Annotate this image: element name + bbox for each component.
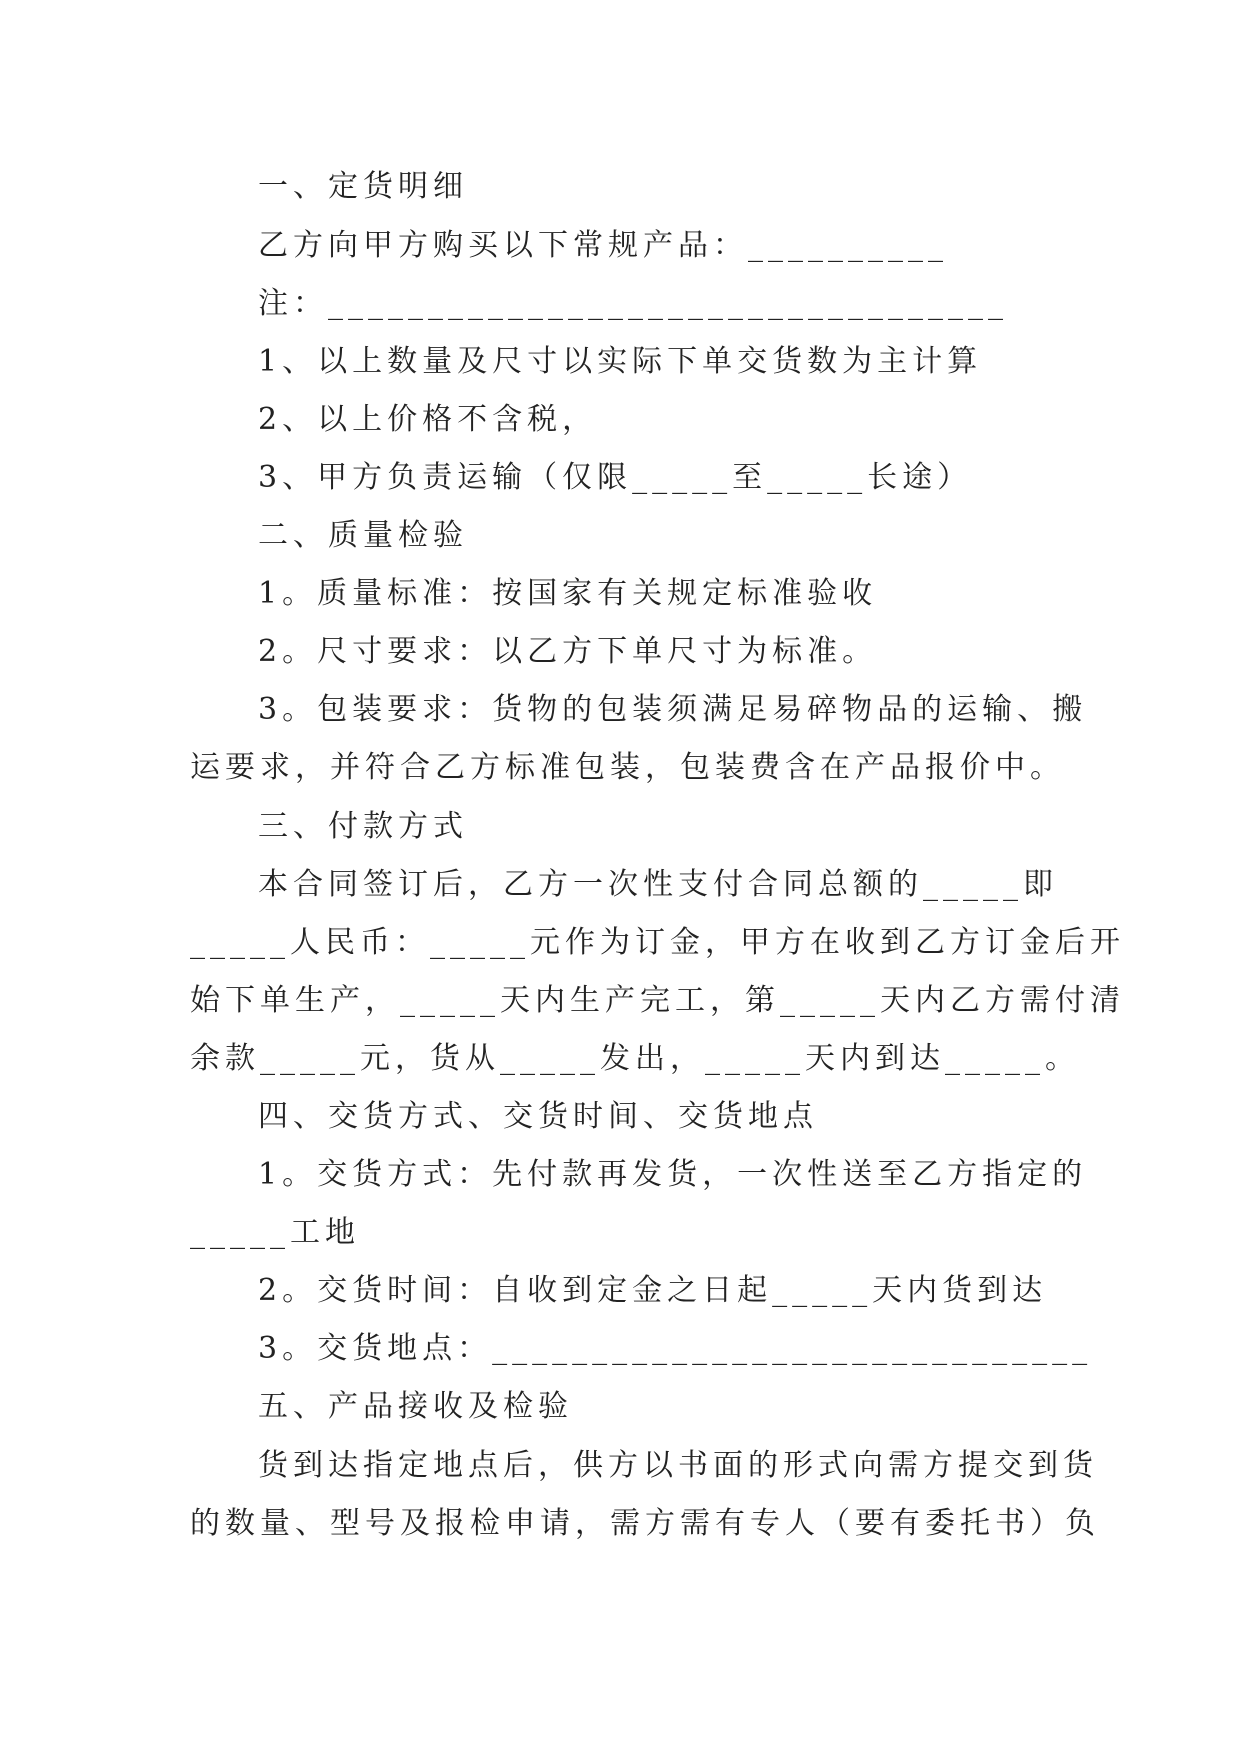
list-item-packaging: 3。包装要求：货物的包装须满足易碎物品的运输、搬 xyxy=(258,692,1088,727)
list-item-quantity: 1、以上数量及尺寸以实际下单交货数为主计算 xyxy=(258,344,983,379)
paragraph-receipt-cont: 的数量、型号及报检申请，需方需有专人（要有委托书）负 xyxy=(190,1506,1100,1541)
list-item-delivery-method: 1。交货方式：先付款再发货，一次性送至乙方指定的 xyxy=(258,1157,1088,1192)
section-heading-quality: 二、质量检验 xyxy=(258,518,468,553)
paragraph-payment-cont-2: 始下单生产，_____天内生产完工，第_____天内乙方需付清 xyxy=(190,983,1125,1018)
list-item-delivery-place: 3。交货地点：______________________________ xyxy=(258,1331,1093,1366)
list-item-quality-standard: 1。质量标准：按国家有关规定标准验收 xyxy=(258,576,878,611)
list-item-delivery-time: 2。交货时间：自收到定金之日起_____天内货到达 xyxy=(258,1273,1048,1308)
paragraph-note: 注：__________________________________ xyxy=(258,286,1008,321)
section-heading-delivery: 四、交货方式、交货时间、交货地点 xyxy=(258,1099,818,1134)
paragraph-products: 乙方向甲方购买以下常规产品：__________ xyxy=(258,228,948,263)
list-item-transport: 3、甲方负责运输（仅限_____至_____长途） xyxy=(258,460,973,495)
paragraph-payment-cont-1: _____人民币：_____元作为订金，甲方在收到乙方订金后开 xyxy=(190,925,1125,960)
paragraph-payment: 本合同签订后，乙方一次性支付合同总额的_____即 xyxy=(258,867,1058,902)
list-item-price: 2、以上价格不含税， xyxy=(258,402,598,437)
section-heading-receipt: 五、产品接收及检验 xyxy=(258,1389,573,1424)
list-item-packaging-cont: 运要求，并符合乙方标准包装，包装费含在产品报价中。 xyxy=(190,750,1065,785)
paragraph-payment-cont-3: 余款_____元，货从_____发出，_____天内到达_____。 xyxy=(190,1041,1080,1076)
section-heading-payment: 三、付款方式 xyxy=(258,809,468,844)
section-heading-order-details: 一、定货明细 xyxy=(258,169,468,204)
paragraph-receipt: 货到达指定地点后，供方以书面的形式向需方提交到货 xyxy=(258,1448,1098,1483)
list-item-size-requirement: 2。尺寸要求：以乙方下单尺寸为标准。 xyxy=(258,634,878,669)
list-item-delivery-method-cont: _____工地 xyxy=(190,1215,360,1250)
